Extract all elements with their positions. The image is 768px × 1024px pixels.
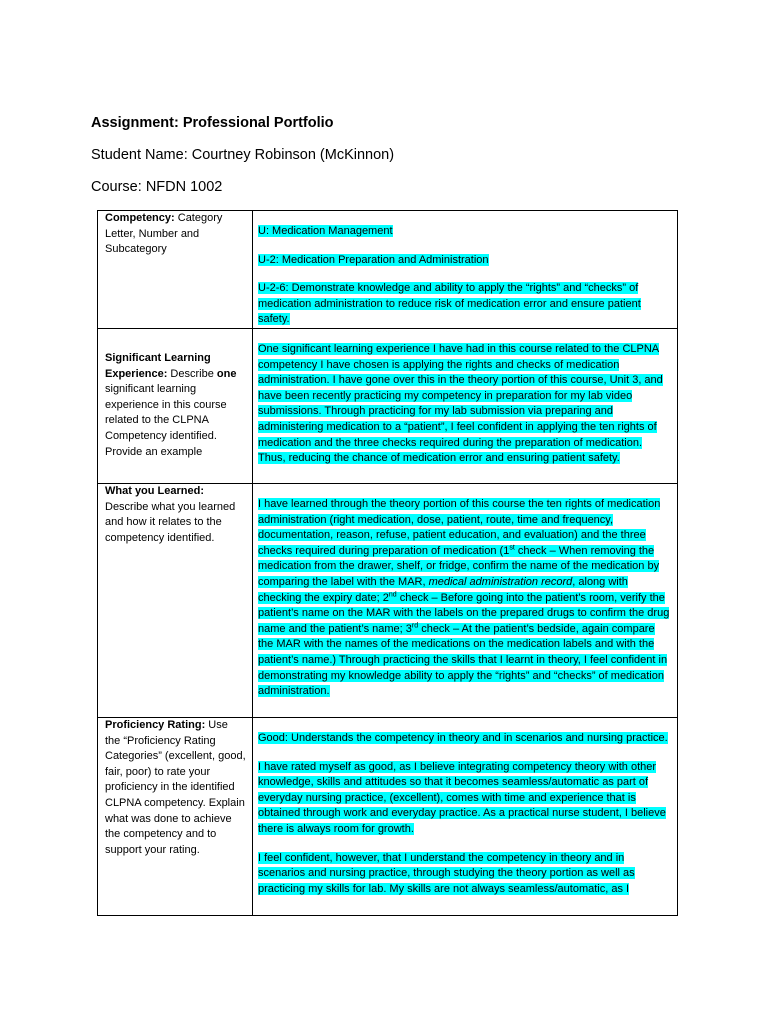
ordinal-2nd: nd xyxy=(388,590,397,598)
learned-label-cell xyxy=(98,483,253,717)
table-row-significant-learning xyxy=(98,328,678,483)
table-row-competency xyxy=(98,211,678,329)
proficiency-label-text: Use the “Proficiency Rating Categories” (excellent, good, fair, poor) to rate your proficiency in the identified CLPNA competency. Explain what was done to achieve the competency and to support your rating. xyxy=(105,718,246,856)
learned-text xyxy=(258,498,669,697)
proficiency-label-cell xyxy=(98,717,253,915)
significant-label-pre: Describe xyxy=(167,367,217,380)
table-row-proficiency xyxy=(98,717,678,915)
course-value: NFDN 1002 xyxy=(145,179,223,195)
significant-label-post: significant learning experience in this course related to the CLPNA Competency identified. Provide an example xyxy=(105,383,227,458)
learned-content-cell xyxy=(253,483,678,717)
student-name-line xyxy=(91,147,394,163)
learned-text-b: check – When removing the medication from the drawer, shelf, or fridge, confirm the name of the medication by comparing the label with the MAR, xyxy=(258,544,660,588)
assignment-value: Professional Portfolio xyxy=(182,115,334,131)
proficiency-rating: Good: Understands the competency in theory and in scenarios and nursing practice. xyxy=(258,731,668,744)
competency-subcategory: U-2: Medication Preparation and Administration xyxy=(258,253,489,266)
competency-label-text: Category Letter, Number and Subcategory xyxy=(105,212,223,256)
significant-label-one: one xyxy=(216,367,237,380)
student-value: Courtney Robinson (McKinnon) xyxy=(191,147,395,163)
competency-detail: U-2-6: Demonstrate knowledge and ability to apply the “rights” and “checks” of medication administration to reduce risk of medication error and ensure patient safety. xyxy=(258,282,641,326)
course-label: Course: xyxy=(91,179,142,195)
significant-content-cell xyxy=(253,328,678,483)
learned-text-c: , along with checking the expiry date; 2 xyxy=(258,575,628,604)
learned-text-a: I have learned through the theory portion of this course the ten rights of medication administration (right medication, dose, patient, route, time and frequency, documentation, reason, refuse, patient education, and evaluation) and the three checks required during preparation of medication (1 xyxy=(258,497,661,557)
assignment-label: Assignment: xyxy=(91,115,179,131)
proficiency-content-cell xyxy=(253,717,678,915)
learned-label-bold: What you Learned: xyxy=(105,484,205,497)
proficiency-explanation: I have rated myself as good, as I believe integrating competency theory with other knowledge, skills and attitudes so that it becomes seamless/automatic as part of everyday nursing practice, (excellent), comes with time and experience that is obtained through work and everyday practice. As a practical nurse student, I believe there is always room for growth. xyxy=(258,760,666,835)
competency-category: U: Medication Management xyxy=(258,225,393,237)
significant-experience-text: One significant learning experience I have had in this course related to the CLPNA competency I have chosen is applying the rights and checks of medication administration. I have gone over this in the theory portion of this course, Unit 3, and have been recently practicing my competency in preparation for my lab video submissions. Through practicing for my lab submission via preparing and administering medication to a “patient”, I feel confident in applying the ten rights of medication and the three checks required during the preparation of medication. Thus, reducing the chance of medication error and ensuring patient safety. xyxy=(258,342,663,465)
table-row-what-you-learned xyxy=(98,483,678,717)
learned-text-d: check – Before going into the patient’s room, verify the patient’s name on the MAR with the labels on the prepared drugs to confirm the drug name and the patient’s name; 3 xyxy=(258,591,670,635)
proficiency-label-bold: Proficiency Rating: xyxy=(105,718,206,731)
course-line xyxy=(91,179,222,195)
learned-text-e: check – At the patient’s bedside, again compare the MAR with the names of the medications on the medication labels and with the patient’s name.) Through practicing the skills that I learnt in theory, I feel confident in demonstrating my knowledge ability to apply the “rights” and “checks” of medication administration. xyxy=(258,622,668,698)
competency-label-bold: Competency: xyxy=(105,212,175,224)
learned-text-italic: medical administration record xyxy=(428,575,573,588)
portfolio-table xyxy=(97,210,678,916)
competency-label-cell xyxy=(98,211,253,329)
significant-label-bold: Significant Learning Experience: xyxy=(105,351,211,380)
competency-content-cell xyxy=(253,211,678,329)
significant-label-cell xyxy=(98,328,253,483)
assignment-line xyxy=(91,115,334,131)
proficiency-support: I feel confident, however, that I understand the competency in theory and in scenarios and nursing practice, through studying the theory portion as well as practicing my skills for lab. My skills are not always seamless/automatic, as I xyxy=(258,851,635,895)
student-label: Student Name: xyxy=(91,147,188,163)
ordinal-3rd: rd xyxy=(411,622,419,630)
ordinal-1st: st xyxy=(509,544,515,552)
learned-label-text: Describe what you learned and how it relates to the competency identified. xyxy=(105,500,236,544)
